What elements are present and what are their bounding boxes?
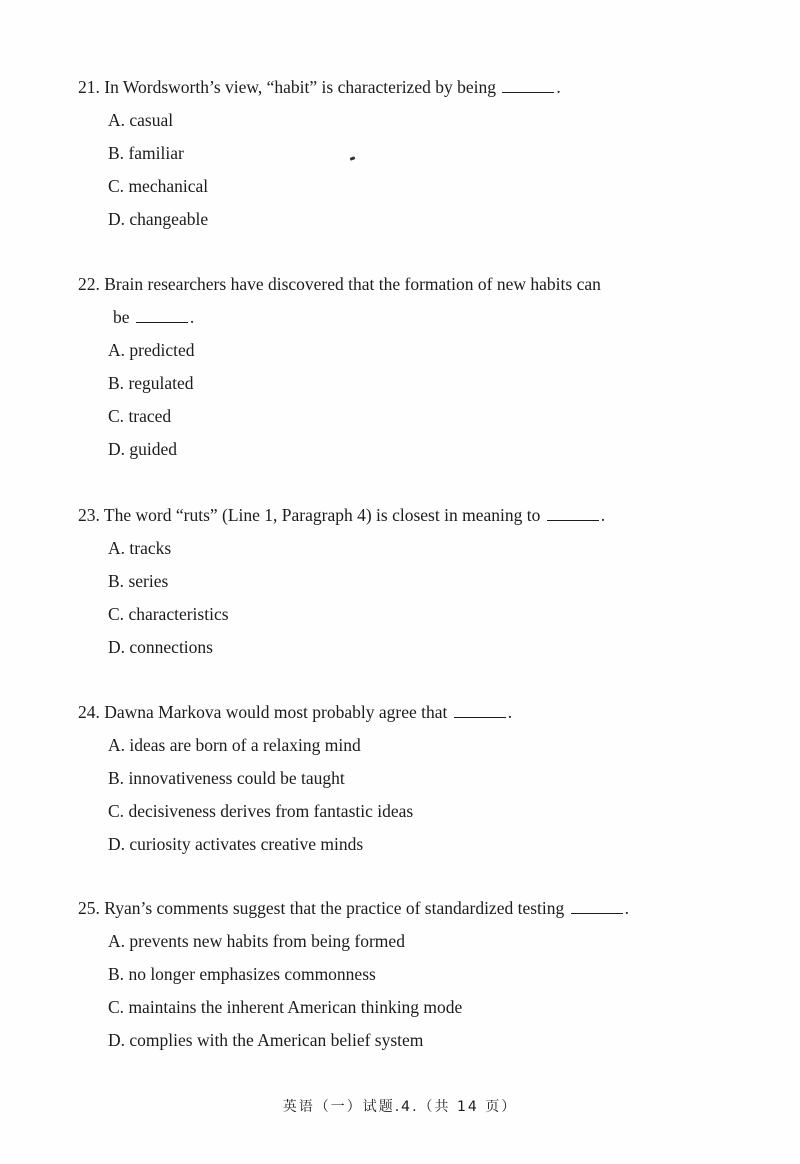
question-number: 25. (78, 898, 100, 918)
question-number: 24. (78, 702, 100, 722)
option-text: tracks (125, 538, 172, 558)
option-b (108, 137, 728, 170)
option-c (108, 795, 728, 828)
option-list (78, 925, 728, 1057)
option-c (108, 991, 728, 1024)
option-letter: D. (108, 834, 126, 854)
option-text: casual (125, 110, 174, 130)
question-number: 21. (78, 77, 100, 97)
question-stem (78, 268, 728, 301)
option-letter: B. (108, 768, 125, 788)
option-text: curiosity activates creative minds (125, 834, 364, 854)
option-a (108, 334, 728, 367)
question-stem (78, 499, 728, 532)
option-list (78, 334, 728, 466)
option-text: prevents new habits from being formed (125, 931, 405, 951)
stem-end: . (507, 702, 513, 722)
option-text: maintains the inherent American thinking mode (124, 997, 463, 1017)
question-23 (78, 499, 728, 664)
option-b (108, 565, 728, 598)
option-letter: C. (108, 604, 125, 624)
option-b (108, 958, 728, 991)
option-letter: B. (108, 964, 125, 984)
option-c (108, 400, 728, 433)
stem-text: Ryan’s comments suggest that the practice of standardized testing (99, 898, 569, 918)
option-text: innovativeness could be taught (124, 768, 345, 788)
option-c (108, 598, 728, 631)
stem-end: . (600, 505, 606, 525)
stem-text: Dawna Markova would most probably agree that (99, 702, 452, 722)
option-a (108, 729, 728, 762)
option-d (108, 1024, 728, 1057)
option-text: series (124, 571, 169, 591)
question-21 (78, 71, 728, 236)
option-text: connections (125, 637, 213, 657)
answer-blank (571, 912, 623, 914)
option-d (108, 828, 728, 861)
option-c (108, 170, 728, 203)
question-stem (78, 696, 728, 729)
stem-text: The word “ruts” (Line 1, Paragraph 4) is closest in meaning to (99, 505, 545, 525)
option-text: ideas are born of a relaxing mind (125, 735, 361, 755)
option-text: complies with the American belief system (125, 1030, 424, 1050)
option-text: familiar (124, 143, 184, 163)
option-text: traced (124, 406, 172, 426)
option-letter: C. (108, 997, 125, 1017)
option-letter: A. (108, 340, 126, 360)
option-text: characteristics (124, 604, 229, 624)
option-letter: A. (108, 110, 126, 130)
option-text: mechanical (124, 176, 209, 196)
question-number: 23. (78, 505, 100, 525)
question-25 (78, 892, 728, 1057)
question-stem (78, 71, 728, 104)
stem-text: In Wordsworth’s view, “habit” is characterized by being (99, 77, 501, 97)
option-a (108, 104, 728, 137)
question-24 (78, 696, 728, 861)
option-letter: D. (108, 1030, 126, 1050)
option-letter: D. (108, 209, 126, 229)
option-list (78, 532, 728, 664)
stem-text: Brain researchers have discovered that the formation of new habits can (99, 274, 601, 294)
question-stem-continued (78, 301, 728, 334)
option-list (78, 104, 728, 236)
option-d (108, 433, 728, 466)
option-text: guided (125, 439, 178, 459)
option-letter: A. (108, 931, 126, 951)
option-letter: C. (108, 176, 125, 196)
option-a (108, 925, 728, 958)
option-letter: B. (108, 571, 125, 591)
answer-blank (547, 519, 599, 521)
answer-blank (454, 716, 506, 718)
option-d (108, 631, 728, 664)
option-b (108, 762, 728, 795)
stem-end: . (556, 77, 561, 97)
option-letter: A. (108, 538, 126, 558)
question-number: 22. (78, 274, 100, 294)
page-footer: 英语（一）试题.4.（共 14 页） (282, 1099, 518, 1115)
question-22 (78, 268, 728, 466)
option-text: regulated (124, 373, 194, 393)
option-text: predicted (125, 340, 195, 360)
option-list (78, 729, 728, 861)
question-stem (78, 892, 728, 925)
option-letter: A. (108, 735, 126, 755)
option-d (108, 203, 728, 236)
stem-end: . (189, 307, 195, 327)
option-letter: D. (108, 439, 126, 459)
option-letter: C. (108, 406, 125, 426)
option-letter: C. (108, 801, 125, 821)
option-a (108, 532, 728, 565)
option-letter: B. (108, 143, 125, 163)
option-letter: D. (108, 637, 126, 657)
stem-end: . (624, 898, 630, 918)
option-b (108, 367, 728, 400)
option-letter: B. (108, 373, 125, 393)
option-text: no longer emphasizes commonness (124, 964, 376, 984)
stem-text-continued: be (113, 307, 134, 327)
option-text: changeable (125, 209, 209, 229)
answer-blank (136, 321, 188, 323)
answer-blank (502, 91, 554, 93)
option-text: decisiveness derives from fantastic ideas (124, 801, 414, 821)
